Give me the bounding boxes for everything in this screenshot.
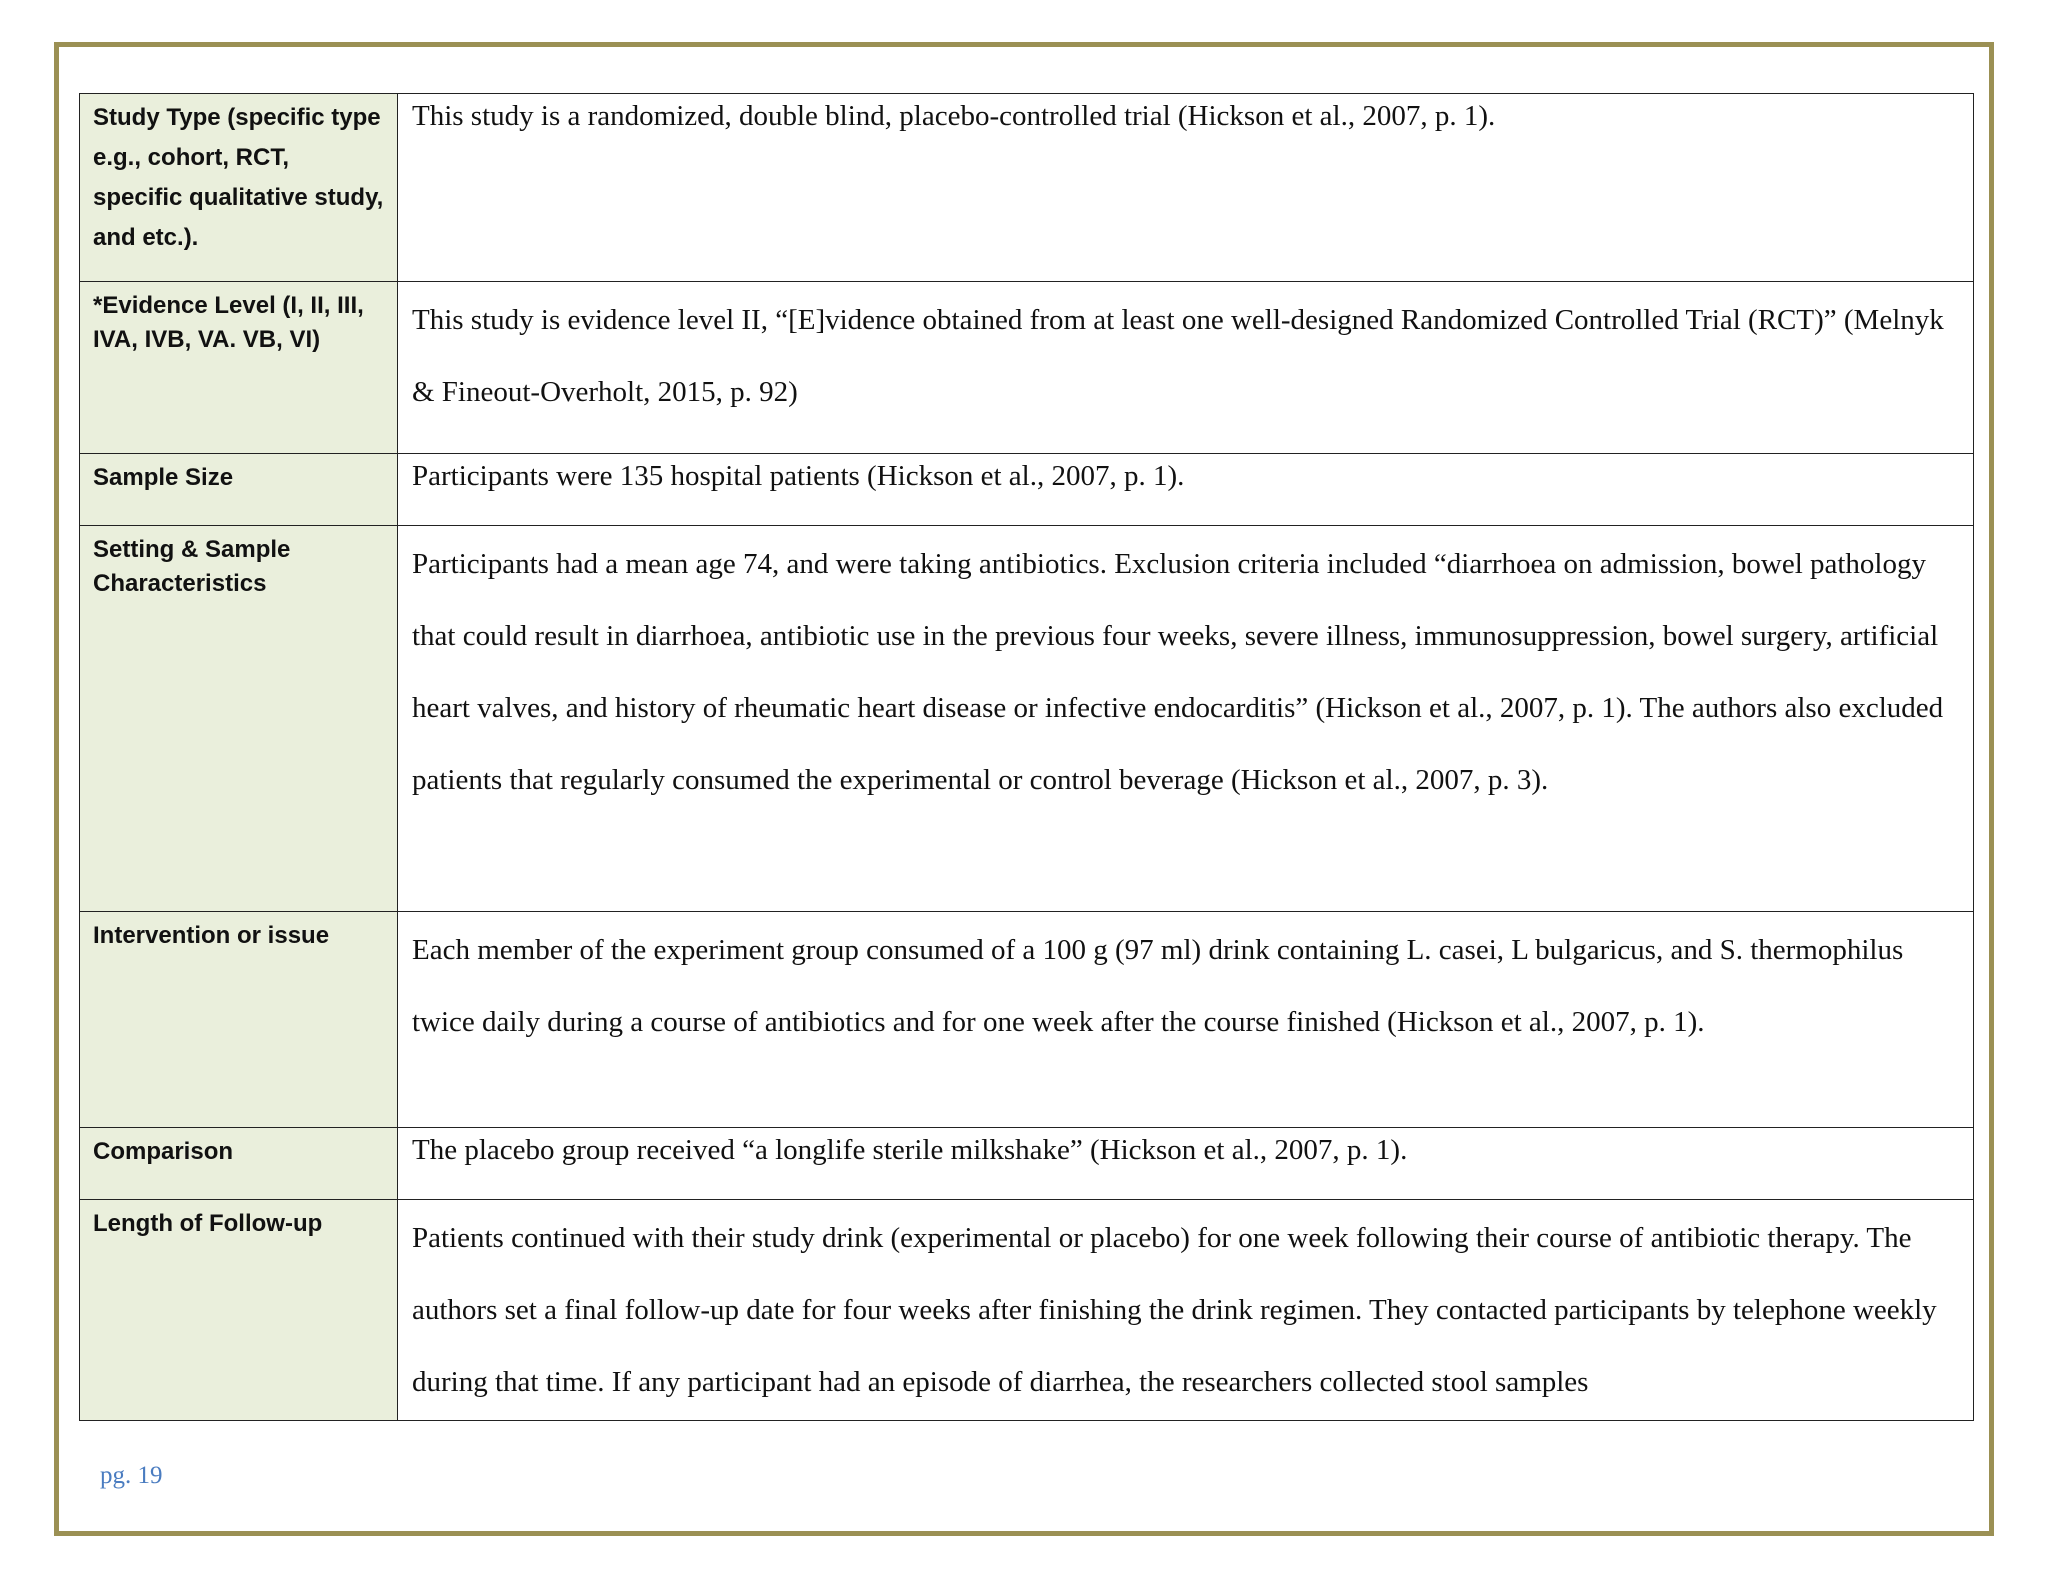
row-label-follow-up: Length of Follow-up — [80, 1200, 398, 1421]
row-value-intervention: Each member of the experiment group consumed of a 100 g (97 ml) drink containing L. casei, L bulgaricus, and S. thermophilus twice daily during a course of antibiotics and for one week after the course finished (Hickson et al., 2007, p. 1). — [398, 912, 1974, 1128]
row-label-intervention: Intervention or issue — [80, 912, 398, 1128]
table-row-evidence-level — [80, 282, 1974, 454]
table-row-setting-sample — [80, 526, 1974, 912]
row-label-comparison: Comparison — [80, 1128, 398, 1200]
row-value-sample-size-text: Participants were 135 hospital patients (Hickson et al., 2007, p. 1). — [412, 460, 1185, 492]
row-value-follow-up: Patients continued with their study drink (experimental or placebo) for one week following their course of antibiotic therapy. The authors set a final follow-up date for four weeks after finishing the drink regimen. They contacted participants by telephone weekly during that time. If any participant had an episode of diarrhea, the researchers collected stool samples — [398, 1200, 1974, 1421]
appraisal-table — [79, 93, 1974, 1421]
page-number: pg. 19 — [100, 1462, 163, 1489]
table-row-sample-size — [80, 454, 1974, 526]
row-value-comparison-text: The placebo group received “a longlife sterile milkshake” (Hickson et al., 2007, p. 1). — [412, 1134, 1408, 1166]
row-label-sample-size: Sample Size — [80, 454, 398, 526]
table-row-intervention — [80, 912, 1974, 1128]
row-value-sample-size — [398, 454, 1974, 526]
row-value-setting-sample: Participants had a mean age 74, and were taking antibiotics. Exclusion criteria included “diarrhoea on admission, bowel pathology that could result in diarrhoea, antibiotic use in the previous four weeks, severe illness, immunosuppression, bowel surgery, artificial heart valves, and history of rheumatic heart disease or infective endocarditis” (Hickson et al., 2007, p. 1). The authors also excluded patients that regularly consumed the experimental or control beverage (Hickson et al., 2007, p. 3). — [398, 526, 1974, 912]
row-label-setting-sample: Setting & Sample Characteristics — [80, 526, 398, 912]
row-value-evidence-level: This study is evidence level II, “[E]vidence obtained from at least one well-designed Randomized Controlled Trial (RCT)” (Melnyk & Fineout-Overholt, 2015, p. 92) — [398, 282, 1974, 454]
appraisal-table-container — [79, 93, 1974, 1421]
row-value-study-type — [398, 94, 1974, 282]
row-value-comparison — [398, 1128, 1974, 1200]
row-value-study-type-text: This study is a randomized, double blind, placebo-controlled trial (Hickson et al., 2007, p. 1). — [412, 100, 1496, 132]
table-row-follow-up — [80, 1200, 1974, 1421]
table-row-comparison — [80, 1128, 1974, 1200]
table-row-study-type — [80, 94, 1974, 282]
row-label-study-type: Study Type (specific type e.g., cohort, RCT, specific qualitative study, and etc.). — [80, 94, 398, 282]
row-label-evidence-level: *Evidence Level (I, II, III, IVA, IVB, VA. VB, VI) — [80, 282, 398, 454]
